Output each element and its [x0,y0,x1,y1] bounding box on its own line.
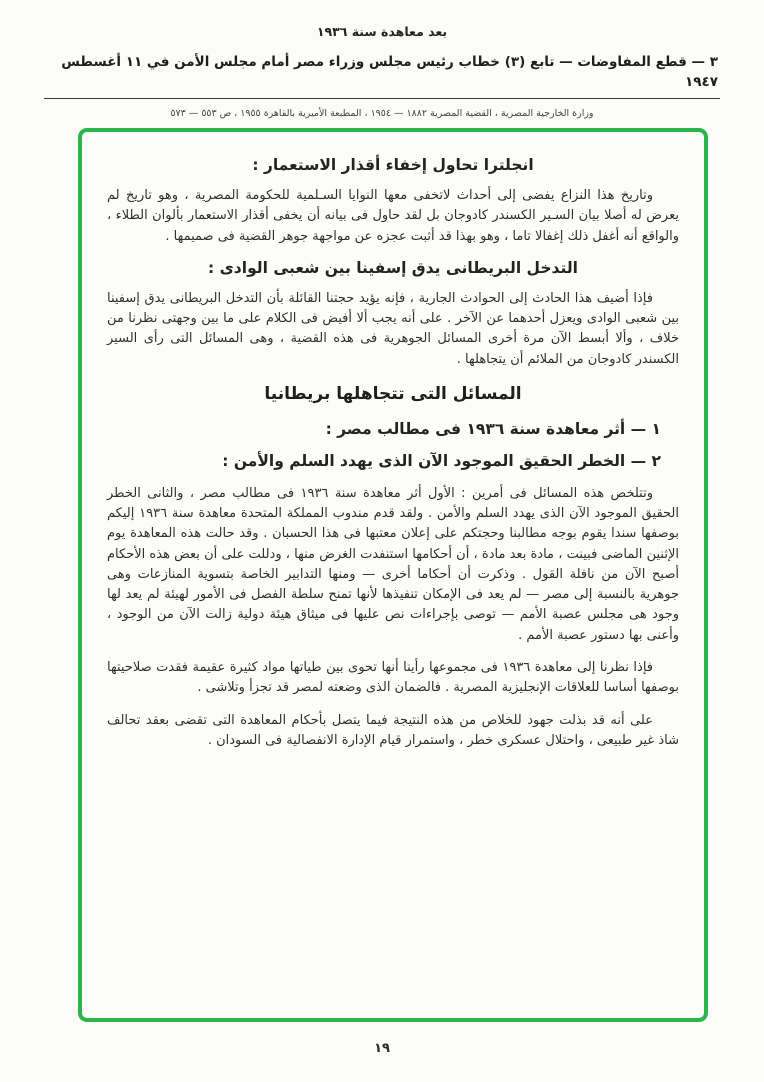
paragraph-dispute-history: وتاريخ هذا النزاع يفضى إلى أحداث لاتخفى معها النوايا السـلمية للحكومة المصرية ، وهو تاريخ لم يعرض له أصلا بيان السـير الكسندر كادوجان بل لقد حاول فى بيانه أن يخفى أقذار الاستعمار بألوان الطلاء ، والواقع أنه أغفل ذلك إغفالا تاما ، وهو بهذا قد أثبت عجزه عن مواجهة جوهر القضية فى صميمها . [107,188,679,244]
document-title: ٣ — قطع المفاوضات — تابع (٣) خطاب رئيس مجلس وزراء مصر أمام مجلس الأمن في ١١ أغسطس ١٩٤٧ [61,54,718,91]
paragraph-british-wedge: فإذا أضيف هذا الحادث إلى الحوادث الجارية ، فإنه يؤيد حجتنا القائلة بأن التدخل البريطانى يدق إسفينا بين شعبى الوادى ويعزل أحدهما عن الآخر . على أنه يجب ألا أفيض فى الكلام على ما بين وجهتى نظرنا من خلاف ، وألا أبسط الآن مرة أخرى المسائل الجوهرية فى هذه القضية ، وهى المسائل التى رأى السير الكسندر كادوجان من الملائم أن يتجاهلها . [107,290,679,367]
paragraph-treaty-obsolete: فإذا نظرنا إلى معاهدة ١٩٣٦ فى مجموعها رأينا أنها تحوى بين طياتها مواد كثيرة عقيمة فقدت صلاحيتها بوصفها أساسا للعلاقات الإنجليزية المصرية . فالضمان الذى وضعته لمصر قد تجزأ وتلاشى . [107,659,679,696]
section-heading-ignored-issues: المسائل التى تتجاهلها بريطانيا [264,383,522,404]
page-number: ١٩ [374,1041,390,1056]
source-citation: وزارة الخارجية المصرية ، القضية المصرية ١٨٨٢ — ١٩٥٤ ، المطبعة الأميرية بالقاهرة ١٩٥٥ ، ص ٥٥٣ — ٥٧٣ [170,107,594,119]
numbered-item-1: ١ — أثر معاهدة سنة ١٩٣٦ فى مطالب مصر : [325,419,661,438]
running-header: بعد معاهدة سنة ١٩٣٦ [316,24,448,39]
numbered-item-2: ٢ — الخطر الحقيق الموجود الآن الذى يهدد السلم والأمن : [222,451,661,470]
paragraph-treaty-summary: وتتلخص هذه المسائل فى أمرين : الأول أثر معاهدة سنة ١٩٣٦ فى مطالب مصر ، والثانى الخطر الحقيق الموجود الآن الذى يهدد السلم والأمن . ولقد قدم مندوب المملكة المتحدة معاهدة سنة ١٩٣٦ إليكم بوصفها سندا يقوم بوجه مطالبنا وحجتكم على إعلان معتبها فى هذا الحسبان . وقد حالت هذه المعاهدة يوم الإثنين الماضى فبينت ، مادة بعد مادة ، أن أحكامها استنفدت الغرض منها ، ودللت على أن بعض هذه الأحكام أصبح الآن من نافلة القول . وذكرت أن أحكاما أخرى — ومنها التدابير الخاصة بتسوية المنازعات وهى جوهرية بالنسبة إلى مصر — لم يعد فى الإمكان تنفيذها لأنها تمنح سلطة الفصل فى الأمور لهيئة لم يعد لها وجود هى مجلس عصبة الأمم — توصى بإجراءات نص عليها فى ميثاق هيئة دولية زالت الآن من الوجود ، وأعنى بها دستور عصبة الأمم . [107,485,679,643]
green-highlight-box [78,128,708,1022]
paragraph-treaty-conclusion: على أنه قد بذلت جهود للخلاص من هذه النتيجة فيما يتصل بأحكام المعاهدة التى تقضى بعقد تحالف شاذ غير طبيعى ، واحتلال عسكرى خطر ، واستمرار قيام الإدارة الانفصالية فى السودان . [107,712,679,748]
section-heading-colonialism: انجلترا تحاول إخفاء أقذار الاستعمار : [252,156,534,174]
title-underline-rule [44,98,720,99]
section-heading-british-intervention: التدخل البريطانى يدق إسفينا بين شعبى الوادى : [208,258,578,277]
